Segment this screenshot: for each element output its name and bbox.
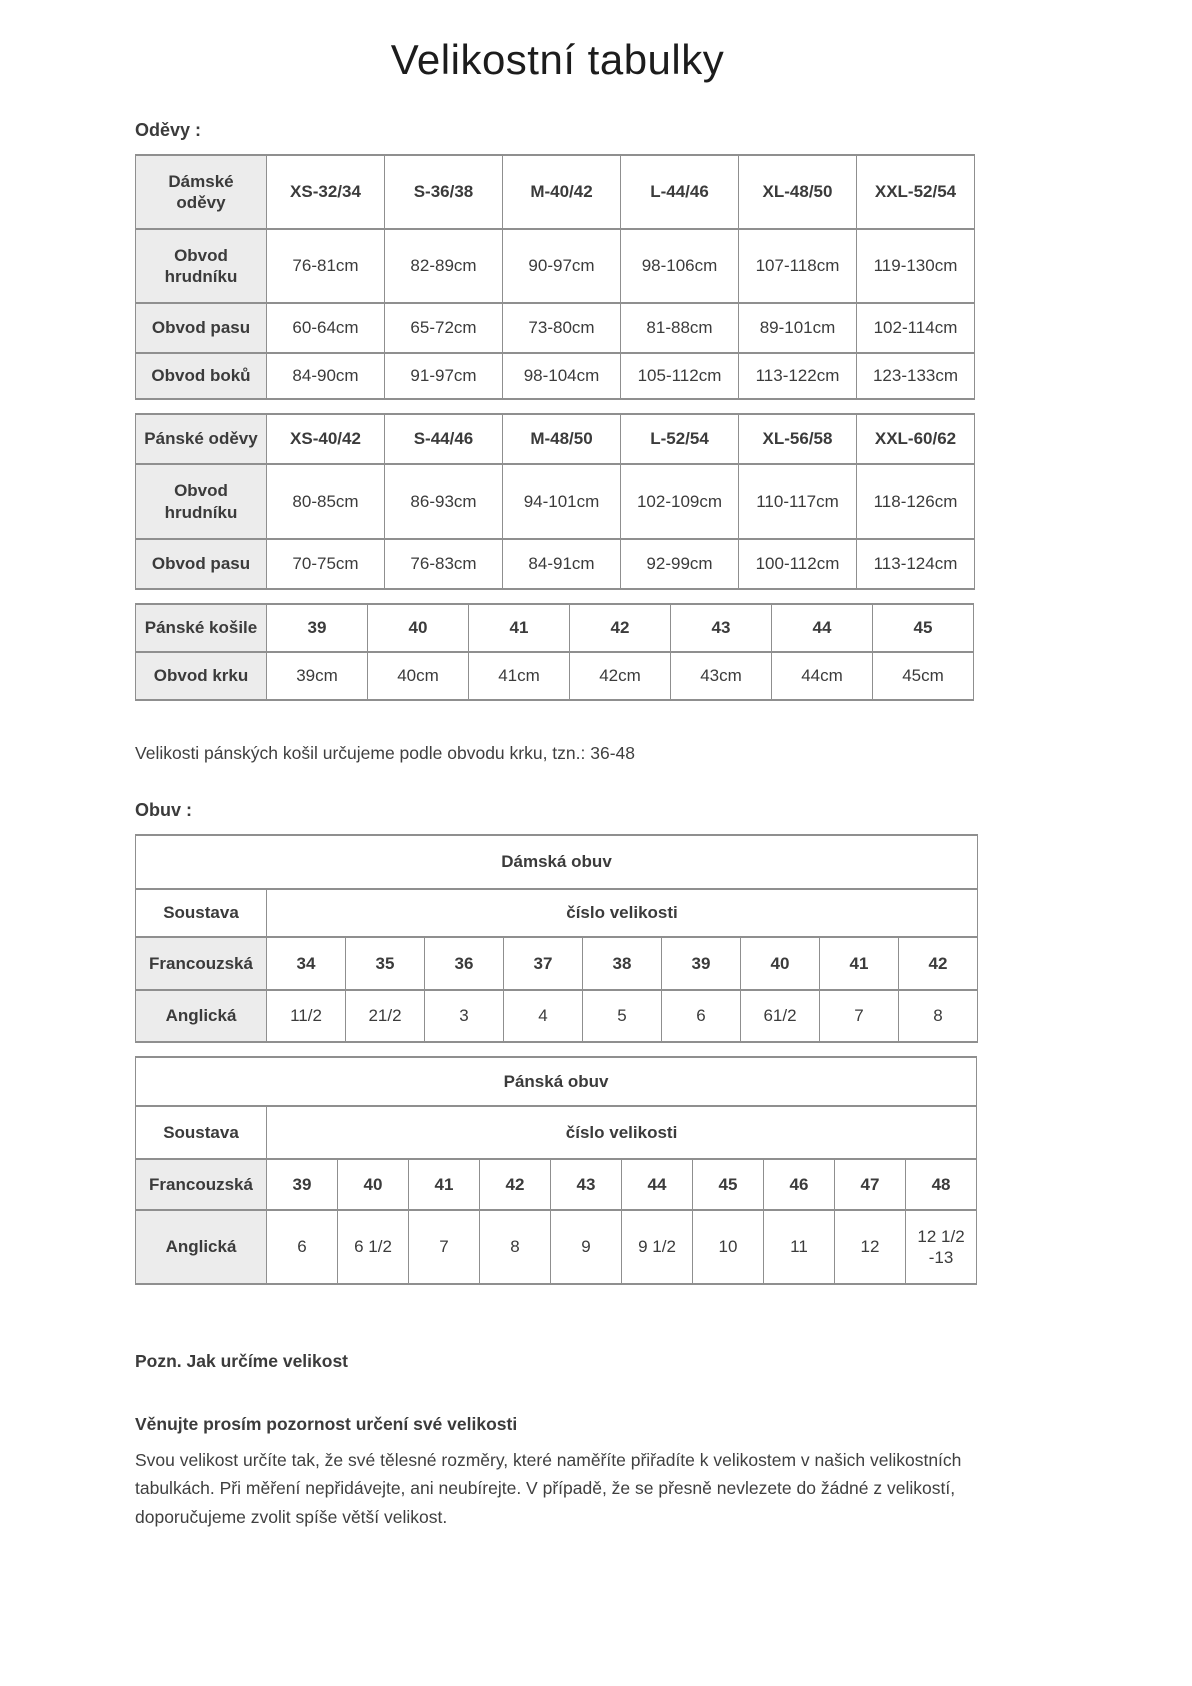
table-row	[136, 539, 975, 589]
header-cell: 39	[267, 1159, 338, 1210]
header-cell: 37	[504, 937, 583, 990]
value-cell: 98-106cm	[621, 229, 739, 303]
value-cell: 100-112cm	[739, 539, 857, 589]
header-cell: 41	[409, 1159, 480, 1210]
value-cell: 6	[267, 1210, 338, 1284]
value-cell: 107-118cm	[739, 229, 857, 303]
table-row	[136, 1210, 977, 1284]
value-cell: 123-133cm	[857, 353, 975, 399]
shirt-size-note: Velikosti pánských košil určujeme podle obvodu krku, tzn.: 36-48	[135, 743, 635, 763]
header-cell: 43	[671, 604, 772, 652]
value-cell: 11	[764, 1210, 835, 1284]
row-label-cell: Francouzská	[136, 937, 267, 990]
value-cell: 61/2	[741, 990, 820, 1042]
row-label-cell: Anglická	[136, 1210, 267, 1284]
header-cell: XXL-60/62	[857, 414, 975, 464]
row-label-cell: Obvod boků	[136, 353, 267, 399]
header-cell: 42	[899, 937, 978, 990]
header-cell: 46	[764, 1159, 835, 1210]
row-label-cell: Anglická	[136, 990, 267, 1042]
row-label-cell: Obvod pasu	[136, 303, 267, 353]
table-row	[136, 889, 978, 937]
value-cell: 5	[583, 990, 662, 1042]
header-cell: číslo velikosti	[267, 889, 978, 937]
note-subheading: Věnujte prosím pozornost určení své velikosti	[135, 1414, 518, 1434]
value-cell: 113-124cm	[857, 539, 975, 589]
header-cell: 39	[267, 604, 368, 652]
value-cell: 8	[899, 990, 978, 1042]
clothing-section-heading: Oděvy :	[135, 120, 202, 140]
header-cell: Dámská obuv	[136, 835, 978, 889]
value-cell: 6 1/2	[338, 1210, 409, 1284]
header-cell: S-44/46	[385, 414, 503, 464]
table-row	[136, 990, 978, 1042]
value-cell: 41cm	[469, 652, 570, 700]
header-cell: 39	[662, 937, 741, 990]
value-cell: 105-112cm	[621, 353, 739, 399]
header-cell: 48	[906, 1159, 977, 1210]
mens-shoes-table	[135, 1056, 977, 1285]
header-cell: 41	[469, 604, 570, 652]
value-cell: 89-101cm	[739, 303, 857, 353]
header-cell: 40	[368, 604, 469, 652]
value-cell: 11/2	[267, 990, 346, 1042]
value-cell: 7	[820, 990, 899, 1042]
header-cell: 40	[741, 937, 820, 990]
row-label-cell: Obvod hrudníku	[136, 229, 267, 303]
value-cell: 82-89cm	[385, 229, 503, 303]
header-cell: XXL-52/54	[857, 155, 975, 229]
header-cell: číslo velikosti	[267, 1106, 977, 1159]
value-cell: 98-104cm	[503, 353, 621, 399]
value-cell: 21/2	[346, 990, 425, 1042]
header-cell: S-36/38	[385, 155, 503, 229]
header-cell: 36	[425, 937, 504, 990]
header-cell: XS-32/34	[267, 155, 385, 229]
row-label-cell: Pánské oděvy	[136, 414, 267, 464]
header-cell: Pánská obuv	[136, 1057, 977, 1106]
value-cell: 118-126cm	[857, 464, 975, 539]
header-cell: 43	[551, 1159, 622, 1210]
note-heading: Pozn. Jak určíme velikost	[135, 1351, 349, 1371]
table-row	[136, 652, 974, 700]
value-cell: 4	[504, 990, 583, 1042]
header-cell: 45	[693, 1159, 764, 1210]
table-row	[136, 604, 974, 652]
value-cell: 6	[662, 990, 741, 1042]
womens-clothing-table	[135, 154, 975, 400]
value-cell: 76-83cm	[385, 539, 503, 589]
value-cell: 81-88cm	[621, 303, 739, 353]
value-cell: 7	[409, 1210, 480, 1284]
shoes-section-heading: Obuv :	[135, 800, 192, 820]
header-cell: M-40/42	[503, 155, 621, 229]
value-cell: 84-90cm	[267, 353, 385, 399]
header-cell: 38	[583, 937, 662, 990]
table-row	[136, 303, 975, 353]
value-cell: 10	[693, 1210, 764, 1284]
table-row	[136, 353, 975, 399]
table-row	[136, 1159, 977, 1210]
table-row	[136, 835, 978, 889]
header-cell: L-44/46	[621, 155, 739, 229]
value-cell: 102-109cm	[621, 464, 739, 539]
value-cell: 90-97cm	[503, 229, 621, 303]
header-cell: 42	[570, 604, 671, 652]
value-cell: 76-81cm	[267, 229, 385, 303]
header-cell: 47	[835, 1159, 906, 1210]
page-title: Velikostní tabulky	[390, 36, 725, 83]
table-row	[136, 1057, 977, 1106]
row-label-cell: Pánské košile	[136, 604, 267, 652]
header-cell: 44	[622, 1159, 693, 1210]
value-cell: 84-91cm	[503, 539, 621, 589]
value-cell: 8	[480, 1210, 551, 1284]
value-cell: 9	[551, 1210, 622, 1284]
value-cell: 43cm	[671, 652, 772, 700]
value-cell: 44cm	[772, 652, 873, 700]
table-row	[136, 229, 975, 303]
table-row	[136, 937, 978, 990]
header-cell: L-52/54	[621, 414, 739, 464]
row-label-cell: Francouzská	[136, 1159, 267, 1210]
value-cell: 80-85cm	[267, 464, 385, 539]
row-label-cell: Obvod hrudníku	[136, 464, 267, 539]
header-cell: XS-40/42	[267, 414, 385, 464]
note-paragraph: Svou velikost určíte tak, že své tělesné rozměry, které naměříte přiřadíte k velikostem v našich velikostních tabulkách. Při měření nepřidávejte, ani neubírejte. V případě, že se přesně nevlezete do žádné z velikostí, doporučujeme zvolit spíše větší velikost.	[135, 1450, 962, 1527]
value-cell: 39cm	[267, 652, 368, 700]
value-cell: 102-114cm	[857, 303, 975, 353]
header-cell: Soustava	[136, 889, 267, 937]
value-cell: 73-80cm	[503, 303, 621, 353]
value-cell: 70-75cm	[267, 539, 385, 589]
row-label-cell: Obvod pasu	[136, 539, 267, 589]
value-cell: 42cm	[570, 652, 671, 700]
value-cell: 94-101cm	[503, 464, 621, 539]
value-cell: 119-130cm	[857, 229, 975, 303]
size-charts-document	[135, 0, 980, 1531]
value-cell: 110-117cm	[739, 464, 857, 539]
value-cell: 113-122cm	[739, 353, 857, 399]
value-cell: 9 1/2	[622, 1210, 693, 1284]
value-cell: 91-97cm	[385, 353, 503, 399]
value-cell: 65-72cm	[385, 303, 503, 353]
table-row	[136, 414, 975, 464]
header-cell: XL-48/50	[739, 155, 857, 229]
header-cell: 45	[873, 604, 974, 652]
value-cell: 12	[835, 1210, 906, 1284]
value-cell: 12 1/2 -13	[906, 1210, 977, 1284]
row-label-cell: Dámské oděvy	[136, 155, 267, 229]
table-row	[136, 155, 975, 229]
header-cell: Soustava	[136, 1106, 267, 1159]
header-cell: 40	[338, 1159, 409, 1210]
header-cell: 34	[267, 937, 346, 990]
value-cell: 92-99cm	[621, 539, 739, 589]
value-cell: 40cm	[368, 652, 469, 700]
table-row	[136, 464, 975, 539]
womens-shoes-table	[135, 834, 978, 1043]
header-cell: 35	[346, 937, 425, 990]
header-cell: M-48/50	[503, 414, 621, 464]
header-cell: XL-56/58	[739, 414, 857, 464]
mens-clothing-table	[135, 413, 975, 590]
header-cell: 44	[772, 604, 873, 652]
header-cell: 41	[820, 937, 899, 990]
value-cell: 45cm	[873, 652, 974, 700]
mens-shirts-table	[135, 603, 974, 701]
row-label-cell: Obvod krku	[136, 652, 267, 700]
header-cell: 42	[480, 1159, 551, 1210]
value-cell: 3	[425, 990, 504, 1042]
value-cell: 60-64cm	[267, 303, 385, 353]
value-cell: 86-93cm	[385, 464, 503, 539]
table-row	[136, 1106, 977, 1159]
